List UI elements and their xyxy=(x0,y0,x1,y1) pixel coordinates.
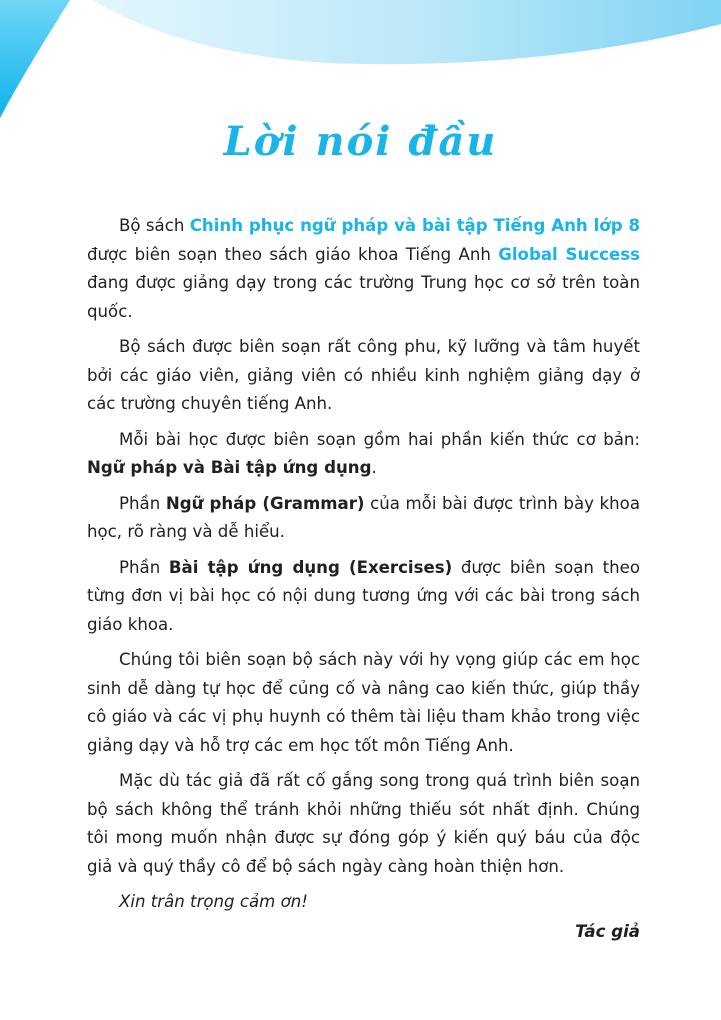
text-run: Phần xyxy=(119,493,166,513)
body-paragraph xyxy=(87,646,640,760)
body-paragraph xyxy=(87,212,640,326)
header-wave-decoration xyxy=(0,0,721,130)
text-run: đang được giảng dạy trong các trường Trung học cơ sở trên toàn quốc. xyxy=(87,273,640,321)
text-run: Bộ sách được biên soạn rất công phu, kỹ lưỡng và tâm huyết bởi các giáo viên, giảng viên có nhiều kinh nghiệm giảng dạy ở các trường chuyên tiếng Anh. xyxy=(87,337,640,413)
closing-line: Xin trân trọng cảm ơn! xyxy=(119,892,308,911)
text-run: được biên soạn theo từng đơn vị bài học có nội dung tương ứng với các bài trong sách giáo khoa. xyxy=(87,557,640,634)
text-run: được biên soạn theo sách giáo khoa Tiếng Anh xyxy=(87,244,499,264)
page-title: Lời nói đầu xyxy=(223,118,498,165)
text-run: Phần xyxy=(119,557,169,577)
paragraph-list xyxy=(87,212,640,881)
body-paragraph xyxy=(87,767,640,881)
text-run: Chúng tôi biên soạn bộ sách này với hy vọng giúp các em học sinh dễ dàng tự học để củng cố và nâng cao kiến thức, giúp thầy cô giáo và các vị phụ huynh có thêm tài liệu tham khảo trong việc giảng dạy và hỗ trợ các em học tốt môn Tiếng Anh. xyxy=(87,650,640,755)
author-signature: Tác giả xyxy=(575,921,640,941)
body-paragraph xyxy=(87,333,640,419)
highlight-text: Chinh phục ngữ pháp và bài tập Tiếng Anh lớp 8 xyxy=(189,216,640,235)
bold-text: Ngữ pháp (Grammar) xyxy=(165,493,365,513)
foreword-body xyxy=(87,212,640,953)
body-paragraph xyxy=(87,426,640,483)
text-run: của mỗi bài được trình bày khoa học, rõ ràng và dễ hiểu. xyxy=(87,493,641,541)
bold-text: Bài tập ứng dụng (Exercises) xyxy=(168,557,453,577)
text-run: Mỗi bài học được biên soạn gồm hai phần kiến thức cơ bản: xyxy=(119,429,640,449)
text-run: Bộ sách xyxy=(119,216,190,235)
text-run: Mặc dù tác giả đã rất cố gắng song trong quá trình biên soạn bộ sách không thể tránh khỏi những thiếu sót nhất định. Chúng tôi mong muốn nhận được sự đóng góp ý kiến quý báu của độc giả và quý thầy cô để bộ sách ngày càng hoàn thiện hơn. xyxy=(87,771,640,876)
highlight-text: Global Success xyxy=(498,244,640,264)
body-paragraph xyxy=(87,554,640,640)
bold-text: Ngữ pháp và Bài tập ứng dụng xyxy=(87,458,372,477)
text-run: . xyxy=(371,458,377,477)
body-paragraph xyxy=(87,490,640,547)
